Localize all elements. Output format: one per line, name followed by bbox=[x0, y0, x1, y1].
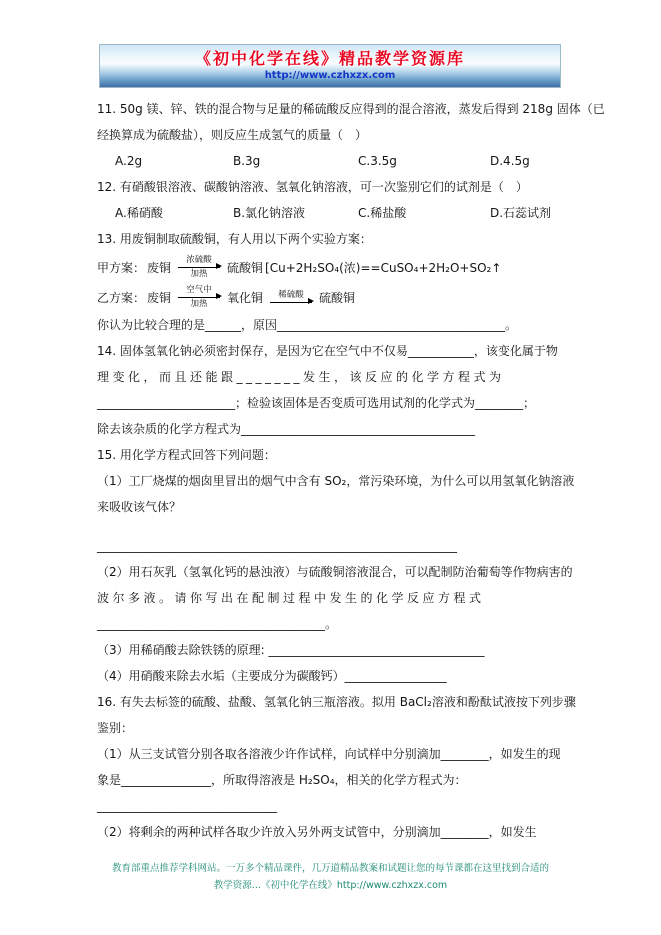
q13-scheme-b bbox=[97, 282, 567, 312]
scheme-b-condition-2-top: 稀硫酸 bbox=[278, 290, 304, 301]
footer-line-2-text: 教学资源...《初中化学在线》 bbox=[213, 880, 337, 891]
q12-option-b: B.氯化钠溶液 bbox=[233, 206, 306, 220]
q15-intro: 15. 用化学方程式回答下列问题： bbox=[97, 448, 276, 462]
q15-part1-line-2: 来吸收该气体？ bbox=[97, 500, 182, 514]
scheme-a-equation: [Cu+2H₂SO₄(浓)==CuSO₄+2H₂O+SO₂↑ bbox=[265, 260, 502, 275]
scheme-b-label: 乙方案： bbox=[97, 290, 146, 305]
scheme-a-label: 甲方案： bbox=[97, 260, 146, 275]
q11-line-1: 11. 50g 镁、锌、铁的混合物与足量的稀硫酸反应得到的混合溶液，蒸发后得到 218g 固体（已 bbox=[97, 102, 605, 116]
q14-line-3: _______________________；检验该固体是否变质可选用试剂的化学式为________； bbox=[97, 396, 536, 410]
q14-line-4: 除去该杂质的化学方程式为_______________________________________ bbox=[97, 422, 476, 436]
reaction-arrow-icon bbox=[178, 297, 220, 298]
q12-line-1: 12. 有硝酸银溶液、碳酸钠溶液、氢氧化钠溶液，可一次鉴别它们的试剂是（ ） bbox=[97, 180, 528, 194]
q16-line-1: 16. 有失去标签的硫酸、盐酸、氢氧化钠三瓶溶液。拟用 BaCl₂溶液和酚酞试液按下列步骤 bbox=[97, 695, 576, 709]
q16-part1-line-1: （1）从三支试管分别各取各溶液少许作试样，向试样中分别滴加________，如发生的现 bbox=[97, 747, 561, 761]
q16-part2: （2）将剩余的两种试样各取少许放入另外两支试管中，分别滴加________，如发生 bbox=[97, 825, 537, 839]
q11-option-c: C.3.5g bbox=[358, 154, 397, 168]
q15-part2-line-1: （2）用石灰乳（氢氧化钙的悬浊液）与硫酸铜溶液混合，可以配制防治葡萄等作物病害的 bbox=[97, 565, 573, 579]
q12-option-c: C.稀盐酸 bbox=[358, 206, 407, 220]
scheme-b-product: 硫酸铜 bbox=[319, 290, 356, 305]
q11-option-b: B.3g bbox=[233, 154, 261, 168]
q13-scheme-a bbox=[97, 252, 567, 282]
footer-line-2 bbox=[0, 877, 661, 894]
banner-title: 《初中化学在线》精品教学资源库 bbox=[194, 49, 465, 68]
q15-part2-line-2: 波尔多液。请你写出在配制过程中发生的化学反应方程式 bbox=[97, 591, 485, 605]
q14-line-1: 14. 固体氢氧化钠必须密封保存，是因为它在空气中不仅易___________，该变化属于物 bbox=[97, 344, 558, 358]
scheme-b-intermediate: 氧化铜 bbox=[227, 290, 264, 305]
q15-part1-answer-blank: ____________________________________________________________ bbox=[97, 539, 457, 553]
q11-option-d: D.4.5g bbox=[490, 154, 530, 168]
q16-part1-line-2: 象是_______________，所取得溶液是 H₂SO₄，相关的化学方程式为： bbox=[97, 773, 467, 787]
scheme-b-condition-1-top: 空气中 bbox=[186, 285, 212, 296]
q11-option-a: A.2g bbox=[115, 154, 143, 168]
q15-part1-line-1: （1）工厂烧煤的烟囱里冒出的烟气中含有 SO₂，常污染环境，为什么可以用氢氧化钠溶液 bbox=[97, 474, 575, 488]
scheme-a-condition-top: 浓硫酸 bbox=[186, 255, 212, 266]
scheme-a-condition-bottom: 加热 bbox=[190, 268, 208, 279]
q14-line-2: 理变化，而且还能跟_______发生，该反应的化学方程式为 bbox=[97, 370, 505, 384]
banner-url-link[interactable]: http://www.czhxzx.com bbox=[264, 70, 396, 81]
q16-line-2: 鉴别： bbox=[97, 721, 134, 735]
scheme-b-reactant: 废铜 bbox=[147, 290, 172, 305]
q16-part1-answer-blank: ______________________________ bbox=[97, 799, 277, 813]
q12-options-row bbox=[97, 200, 567, 226]
scheme-b-condition-2 bbox=[270, 290, 312, 303]
q11-options-row bbox=[97, 148, 567, 174]
q13-conclusion: 你认为比较合理的是______，原因______________________________________。 bbox=[97, 318, 518, 332]
scheme-b-condition-1-bottom: 加热 bbox=[190, 298, 208, 309]
q12-option-d: D.石蕊试剂 bbox=[490, 206, 552, 220]
q12-option-a: A.稀硝酸 bbox=[115, 206, 163, 220]
page-footer bbox=[0, 860, 661, 894]
reaction-arrow-icon bbox=[178, 267, 220, 268]
scheme-a-product: 硫酸铜 bbox=[227, 260, 264, 275]
document-content bbox=[97, 96, 605, 845]
q15-part4: （4）用硝酸来除去水垢（主要成分为碳酸钙）_________________ bbox=[97, 669, 447, 683]
footer-line-1: 教育部重点推荐学科网站。一万多个精品课件，几万道精品教案和试题让您的每节课都在这里找到合适的 bbox=[111, 863, 549, 874]
scheme-a-condition bbox=[178, 255, 220, 278]
footer-url-link[interactable]: http://www.czhxzx.com bbox=[336, 880, 448, 891]
site-banner bbox=[99, 44, 561, 88]
q11-line-2: 经换算成为硫酸盐），则反应生成氢气的质量（ ） bbox=[97, 128, 368, 142]
scheme-a-reactant: 废铜 bbox=[147, 260, 172, 275]
q15-part2-answer-blank: ______________________________________。 bbox=[97, 617, 338, 631]
q15-part3: （3）用稀硝酸去除铁锈的原理: ____________________________________ bbox=[97, 643, 485, 657]
scheme-b-condition-1 bbox=[178, 285, 220, 308]
reaction-arrow-icon bbox=[270, 302, 312, 303]
q13-intro: 13. 用废铜制取硫酸铜，有人用以下两个实验方案： bbox=[97, 232, 372, 246]
